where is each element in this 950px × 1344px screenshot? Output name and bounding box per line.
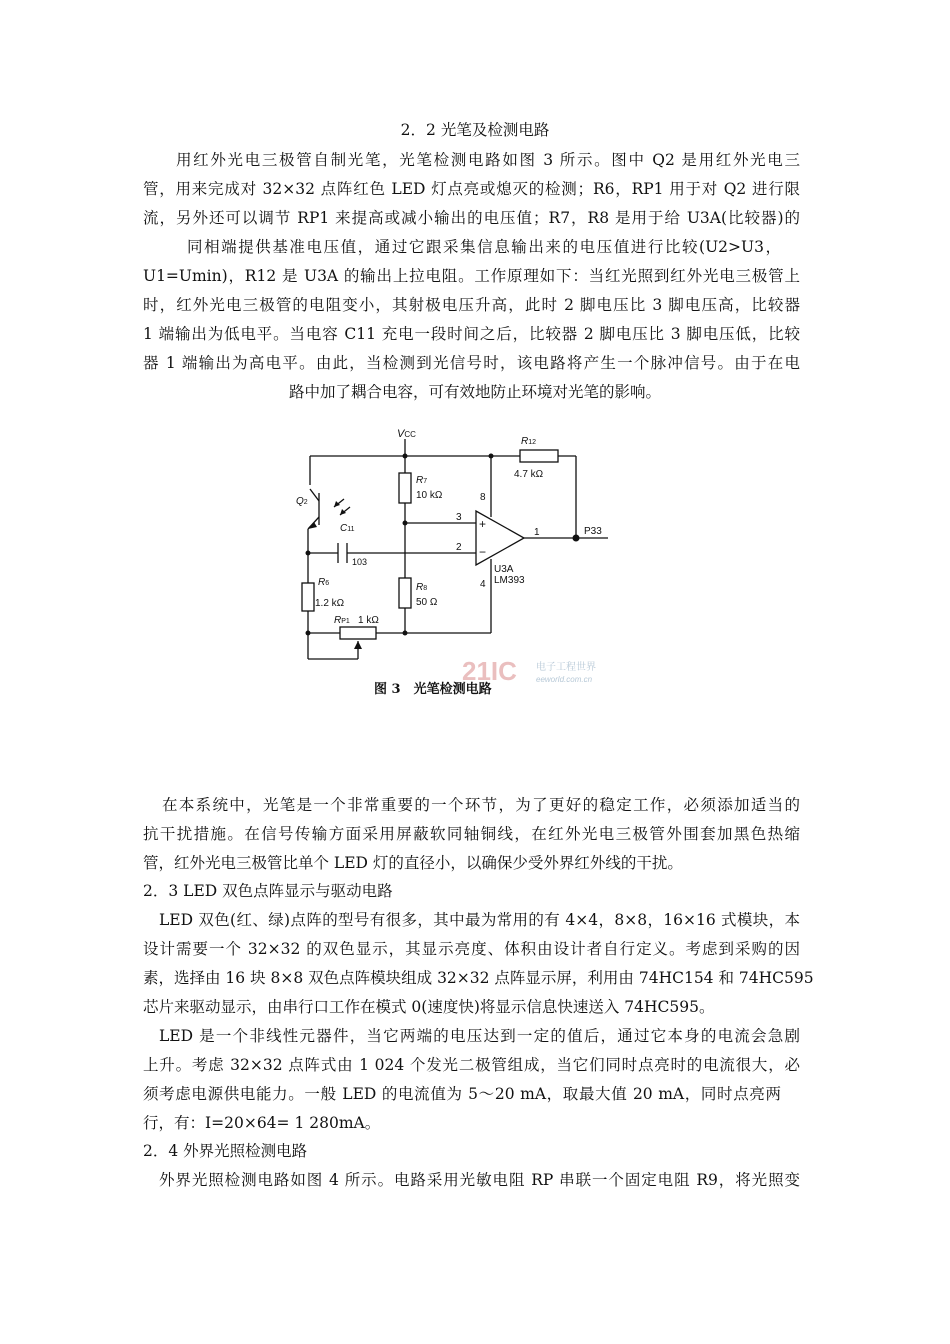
paragraph-line: 素，选择由 16 块 8×8 双色点阵模块组成 32×32 点阵显示屏，利用由 74HC154 和 74HC595 [143,969,814,987]
svg-text:电子工程世界: 电子工程世界 [536,662,596,673]
r7-value: 10 kΩ [416,490,443,501]
paragraph-line: 芯片来驱动显示，由串行口工作在模式 0(速度快)将显示信息快速送入 74HC595。 [143,998,715,1016]
paragraph-line: 管，红外光电三极管比单个 LED 灯的直径小，以确保少受外界红外线的干扰。 [143,854,683,872]
paragraph-line: 在本系统中，光笔是一个非常重要的一个环节，为了更好的稳定工作，必须添加适当的 [162,796,800,814]
vcc-label: VCC [397,428,416,440]
r8-label: R8 [416,582,428,593]
q2-label: Q2 [296,496,308,507]
u3a-label: U3A [494,564,514,575]
r12-value: 4.7 kΩ [514,469,544,480]
section-heading-2-4: 2．4 外界光照检测电路 [143,1142,308,1160]
rp1-value: 1 kΩ [358,615,379,626]
rp1-label: RP1 [334,615,350,626]
paragraph-line: 外界光照检测电路如图 4 所示。电路采用光敏电阻 RP 串联一个固定电阻 R9，将光照变 [159,1171,800,1189]
paragraph-line: 行，有：I=20×64= 1 280mA。 [143,1114,381,1132]
r12-label: R12 [521,436,537,447]
p33-label: P33 [584,526,602,537]
paragraph-line: 管，用来完成对 32×32 点阵红色 LED 灯点亮或熄灭的检测；R6，RP1 用于对 Q2 进行限 [143,180,800,198]
svg-text:eeworld.com.cn: eeworld.com.cn [536,675,593,684]
paragraph-line: LED 双色(红、绿)点阵的型号有很多，其中最为常用的有 4×4，8×8，16×16 式模块，本 [159,911,800,929]
pin-3-label: 3 [456,512,462,523]
paragraph-line: 时，红外光电三极管的电阻变小，其射极电压升高，此时 2 脚电压比 3 脚电压高，比较器 [143,296,800,314]
r6-value: 1.2 kΩ [315,598,345,609]
r8-value: 50 Ω [416,597,438,608]
paragraph-line: U1=Umin)，R12 是 U3A 的输出上拉电阻。工作原理如下：当红光照到红外光电三极管上 [143,267,800,285]
pin-4-label: 4 [480,579,486,590]
paragraph-line: 抗干扰措施。在信号传输方面采用屏蔽软同轴铜线，在红外光电三极管外围套加黑色热缩 [143,825,800,843]
paragraph-line: 上升。考虑 32×32 点阵式由 1 024 个发光二极管组成，当它们同时点亮时的电流很大，必 [143,1056,800,1074]
pin-8-label: 8 [480,492,486,503]
svg-text:21IC: 21IC [462,656,517,686]
noninverting-sign: + [479,517,487,531]
inverting-sign: − [479,545,487,559]
paragraph-line: LED 是一个非线性元器件，当它两端的电压达到一定的值后，通过它本身的电流会急剧 [159,1027,800,1045]
paragraph-line: 用红外光电三极管自制光笔，光笔检测电路如图 3 所示。图中 Q2 是用红外光电三 [176,151,800,169]
section-heading-2-3: 2．3 LED 双色点阵显示与驱动电路 [143,882,393,900]
c11-value: 103 [352,557,368,567]
c11-label: C11 [340,523,355,534]
paragraph-line: 器 1 端输出为高电平。由此，当检测到光信号时，该电路将产生一个脉冲信号。由于在电 [143,354,800,372]
paragraph-line: 同相端提供基准电压值，通过它跟采集信息输出来的电压值进行比较(U2>U3， [187,238,781,256]
paragraph-line: 路中加了耦合电容，可有效地防止环境对光笔的影响。 [288,383,661,401]
figure-3 [296,425,616,705]
lm393-label: LM393 [494,575,525,586]
r6-label: R6 [318,577,330,588]
paragraph-line: 1 端输出为低电平。当电容 C11 充电一段时间之后，比较器 2 脚电压比 3 脚电压低，比较 [143,325,800,343]
paragraph-line: 须考虑电源供电能力。一般 LED 的电流值为 5～20 mA，取最大值 20 mA，同时点亮两 [143,1085,781,1103]
paragraph-line: 流，另外还可以调节 RP1 来提高或减小输出的电压值；R7，R8 是用于给 U3A(比较器)的 [143,209,800,227]
pin-1-label: 1 [534,527,540,538]
section-heading-2-2: 2．2 光笔及检测电路 [400,121,550,139]
figure-caption: 图 3 光笔检测电路 [374,682,492,697]
pin-2-label: 2 [456,542,462,553]
paragraph-line: 设计需要一个 32×32 的双色显示，其显示亮度、体积由设计者自行定义。考虑到采购的因 [143,940,800,958]
r7-label: R7 [416,475,428,486]
circuit-diagram [296,425,616,705]
